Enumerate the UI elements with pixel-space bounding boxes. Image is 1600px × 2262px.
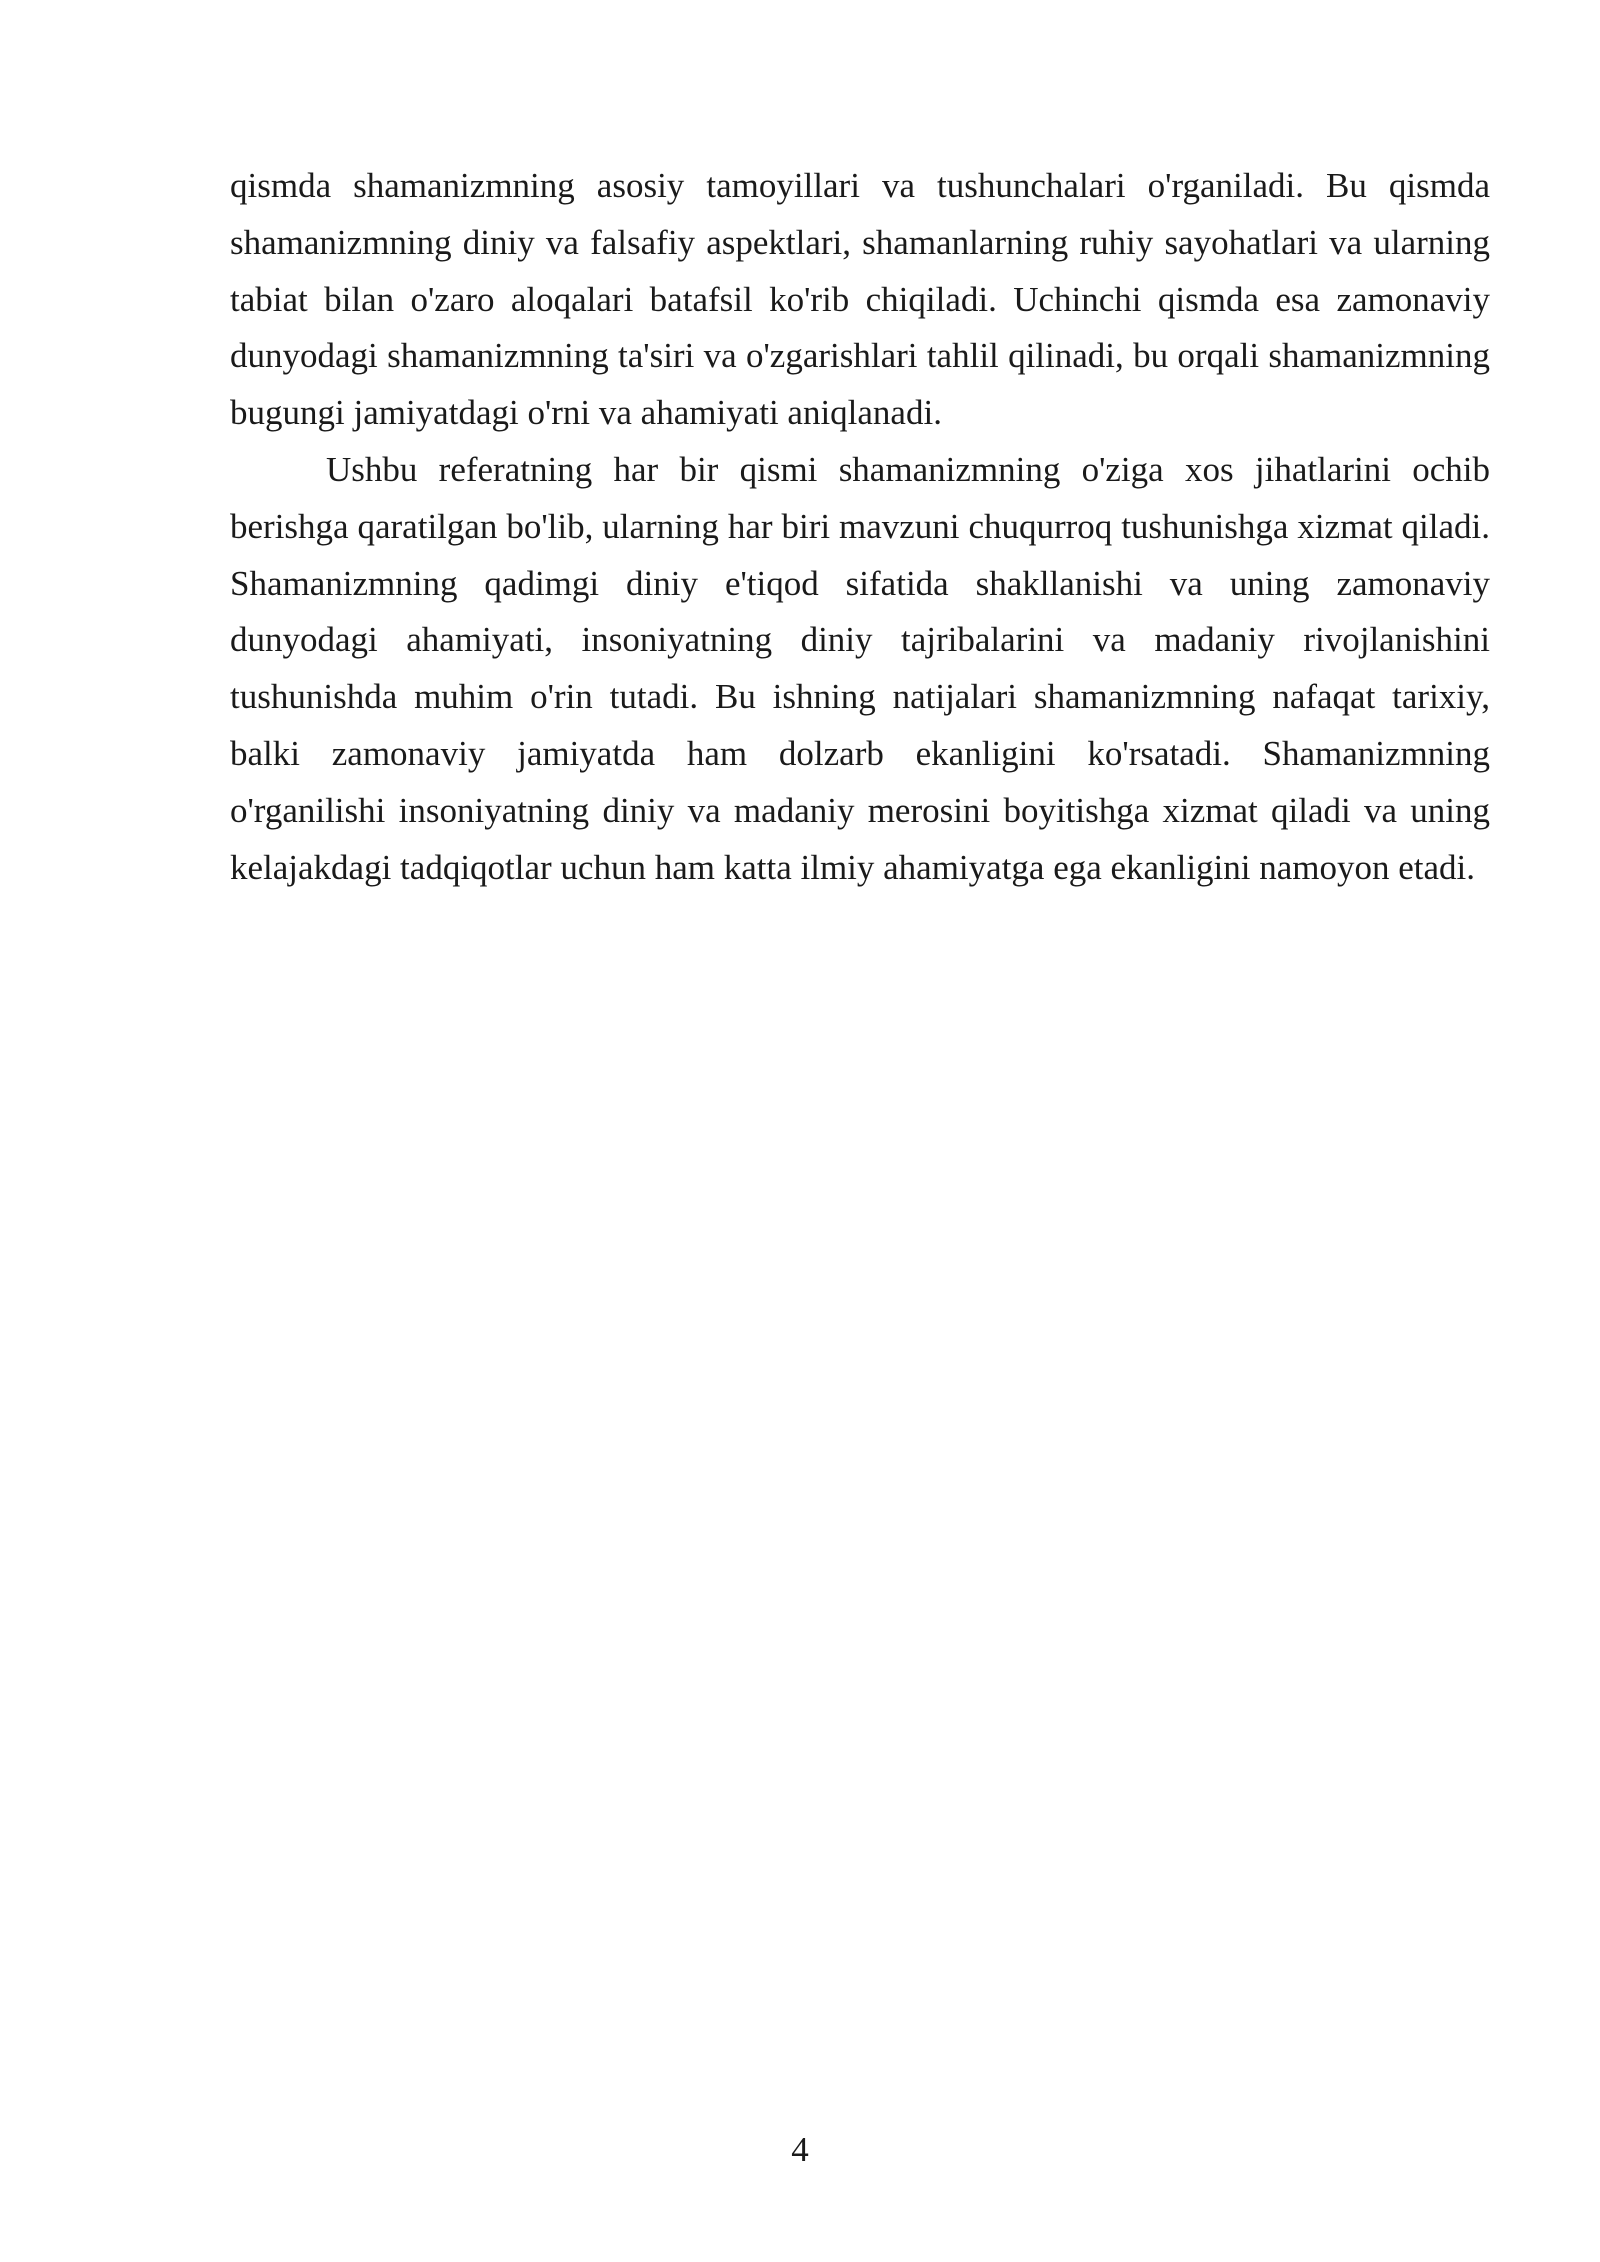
document-body: [230, 158, 1490, 896]
paragraph-referat-summary: Ushbu referatning har bir qismi shamanizmning o'ziga xos jihatlarini ochib berishga qaratilgan bo'lib, ularning har biri mavzuni chuqurroq tushunishga xizmat qiladi. Shamanizmning qadimgi diniy e'tiqod sifatida shakllanishi va uning zamonaviy dunyodagi ahamiyati, insoniyatning diniy tajribalarini va madaniy rivojlanishini tushunishda muhim o'rin tutadi. Bu ishning natijalari shamanizmning nafaqat tarixiy, balki zamonaviy jamiyatda ham dolzarb ekanligini ko'rsatadi. Shamanizmning o'rganilishi insoniyatning diniy va madaniy merosini boyitishga xizmat qiladi va uning kelajakdagi tadqiqotlar uchun ham katta ilmiy ahamiyatga ega ekanligini namoyon etadi.: [230, 449, 1490, 887]
page-number: 4: [791, 2130, 809, 2169]
paragraph-continuation: qismda shamanizmning asosiy tamoyillari va tushunchalari o'rganiladi. Bu qismda shamanizmning diniy va falsafiy aspektlari, shamanlarning ruhiy sayohatlari va ularning tabiat bilan o'zaro aloqalari batafsil ko'rib chiqiladi. Uchinchi qismda esa zamonaviy dunyodagi shamanizmning ta'siri va o'zgarishlari tahlil qilinadi, bu orqali shamanizmning bugungi jamiyatdagi o'rni va ahamiyati aniqlanadi.: [230, 166, 1490, 433]
